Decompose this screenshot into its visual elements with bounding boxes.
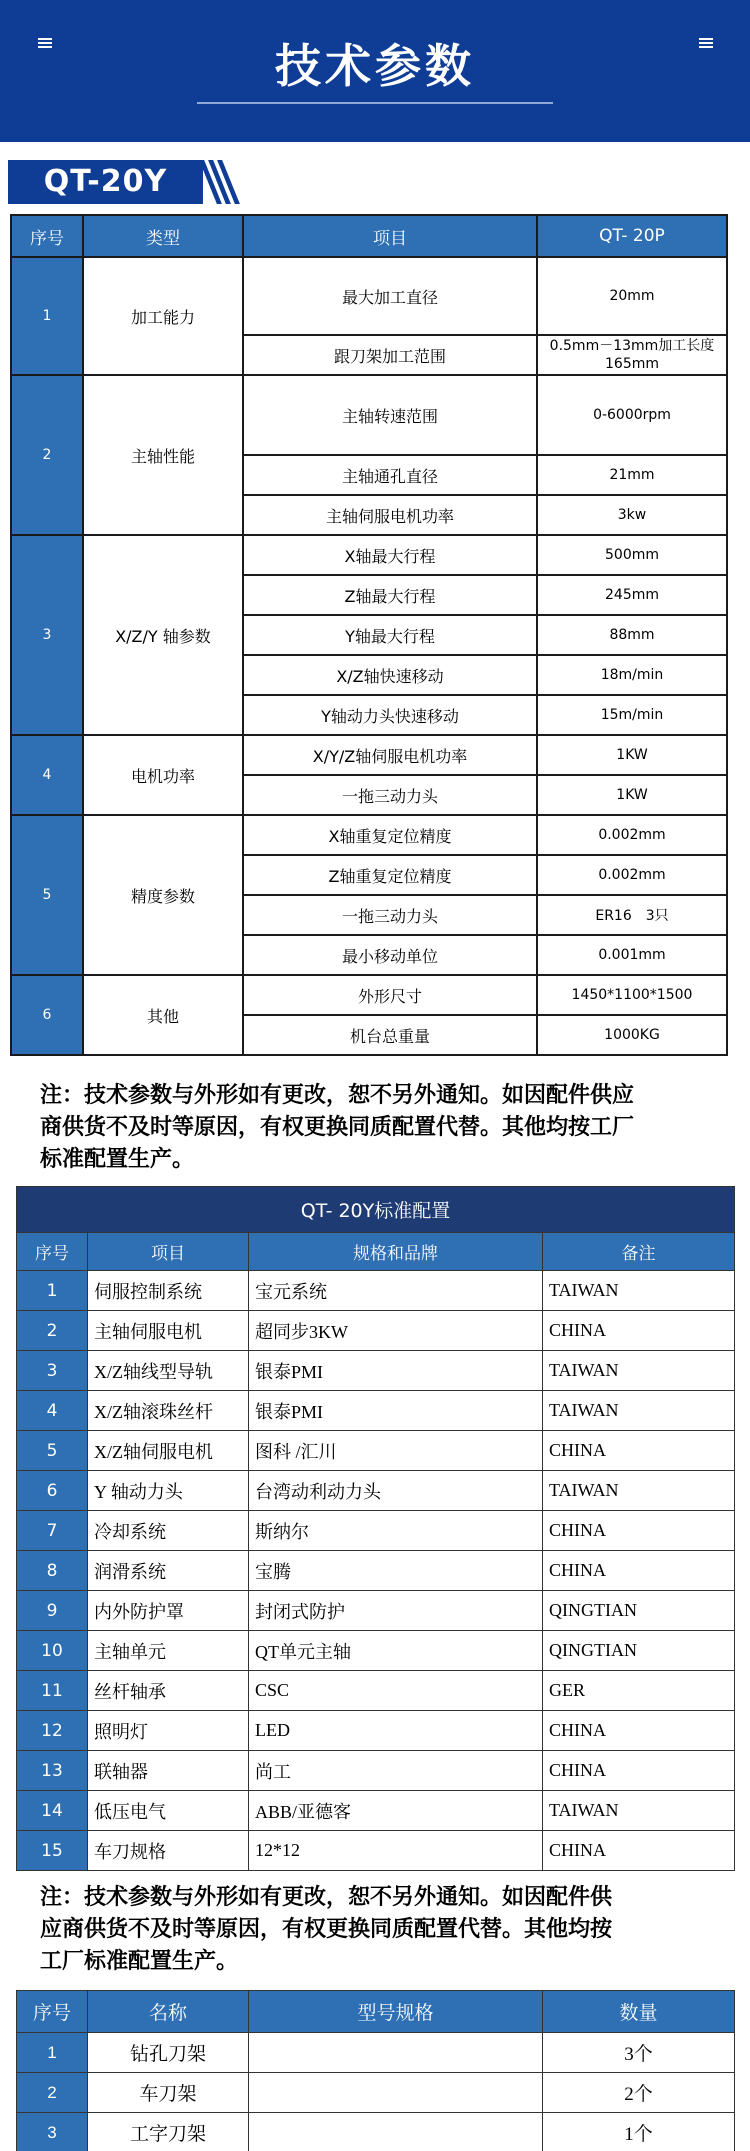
config-row	[17, 1631, 735, 1671]
note-line: 标准配置生产。	[40, 1147, 195, 1172]
accessory-no: 3	[17, 2113, 88, 2151]
config-row	[17, 1591, 735, 1631]
config-spec: 斯纳尔	[249, 1511, 543, 1551]
config-row	[17, 1471, 735, 1511]
config-no: 1	[17, 1271, 88, 1311]
spec-value: 15m/min	[537, 695, 727, 735]
spec-value: 3kw	[537, 495, 727, 535]
spec-item: 机台总重量	[243, 1015, 537, 1055]
spec-item: X/Y/Z轴伺服电机功率	[243, 735, 537, 775]
config-spec: 封闭式防护	[249, 1591, 543, 1631]
spec-item: Z轴重复定位精度	[243, 855, 537, 895]
accessory-spec	[249, 2113, 543, 2151]
config-row	[17, 1831, 735, 1871]
spec-value: ER16 3只	[537, 895, 727, 935]
config-item: Y 轴动力头	[88, 1471, 249, 1511]
config-remark: CHINA	[543, 1511, 735, 1551]
config-spec: CSC	[249, 1671, 543, 1711]
config-spec: 尚工	[249, 1751, 543, 1791]
spec-group-no: 6	[11, 975, 83, 1055]
config-remark: CHINA	[543, 1711, 735, 1751]
spec-item: 主轴通孔直径	[243, 455, 537, 495]
config-no: 5	[17, 1431, 88, 1471]
accessory-name: 工字刀架	[88, 2113, 249, 2151]
spec-group-no: 2	[11, 375, 83, 535]
spec-item: 一拖三动力头	[243, 895, 537, 935]
config-remark: CHINA	[543, 1431, 735, 1471]
config-no: 12	[17, 1711, 88, 1751]
config-header-spec: 规格和品牌	[249, 1233, 543, 1271]
config-spec: 台湾动利动力头	[249, 1471, 543, 1511]
spec-item: X轴最大行程	[243, 535, 537, 575]
spec-header-item: 项目	[243, 215, 537, 257]
spec-value: 0-6000rpm	[537, 375, 727, 455]
accessory-qty: 3个	[543, 2033, 735, 2073]
spec-value: 21mm	[537, 455, 727, 495]
config-remark: TAIWAN	[543, 1391, 735, 1431]
spec-group-type: 主轴性能	[83, 375, 243, 535]
spec-item: 最小移动单位	[243, 935, 537, 975]
accessory-table	[16, 1990, 735, 2151]
accessory-name: 钻孔刀架	[88, 2033, 249, 2073]
config-no: 2	[17, 1311, 88, 1351]
spec-group-type: 加工能力	[83, 257, 243, 375]
spec-value: 20mm	[537, 257, 727, 335]
config-spec: 超同步3KW	[249, 1311, 543, 1351]
spec-value: 0.001mm	[537, 935, 727, 975]
spec-value: 500mm	[537, 535, 727, 575]
spec-header-model: QT- 20P	[537, 215, 727, 257]
spec-value: 1450*1100*1500	[537, 975, 727, 1015]
accessory-row	[17, 2113, 735, 2151]
config-row	[17, 1551, 735, 1591]
config-item: 丝杆轴承	[88, 1671, 249, 1711]
spec-item: 跟刀架加工范围	[243, 335, 537, 375]
accessory-header-spec: 型号规格	[249, 1991, 543, 2033]
config-table-header	[17, 1233, 735, 1271]
spec-item: Y轴最大行程	[243, 615, 537, 655]
config-item: 主轴伺服电机	[88, 1311, 249, 1351]
config-item: X/Z轴伺服电机	[88, 1431, 249, 1471]
menu-icon-right[interactable]	[699, 38, 713, 49]
config-remark: QINGTIAN	[543, 1631, 735, 1671]
config-table-caption: QT- 20Y标准配置	[17, 1187, 735, 1233]
spec-item: 一拖三动力头	[243, 775, 537, 815]
config-no: 13	[17, 1751, 88, 1791]
config-remark: TAIWAN	[543, 1471, 735, 1511]
config-remark: TAIWAN	[543, 1271, 735, 1311]
spec-group-no: 4	[11, 735, 83, 815]
config-row	[17, 1791, 735, 1831]
config-no: 9	[17, 1591, 88, 1631]
config-remark: TAIWAN	[543, 1791, 735, 1831]
spec-value: 1000KG	[537, 1015, 727, 1055]
config-remark: CHINA	[543, 1751, 735, 1791]
config-row	[17, 1431, 735, 1471]
config-row	[17, 1751, 735, 1791]
config-remark: CHINA	[543, 1551, 735, 1591]
model-banner	[8, 160, 234, 204]
config-item: 车刀规格	[88, 1831, 249, 1871]
config-item: 低压电气	[88, 1791, 249, 1831]
note-line: 工厂标准配置生产。	[40, 1949, 239, 1974]
model-label: QT-20Y	[43, 164, 168, 199]
spec-value: 245mm	[537, 575, 727, 615]
accessory-table-header	[17, 1991, 735, 2033]
config-item: 冷却系统	[88, 1511, 249, 1551]
accessory-spec	[249, 2033, 543, 2073]
config-no: 8	[17, 1551, 88, 1591]
config-row	[17, 1511, 735, 1551]
config-item: X/Z轴线型导轨	[88, 1351, 249, 1391]
config-no: 4	[17, 1391, 88, 1431]
spec-header-type: 类型	[83, 215, 243, 257]
config-no: 10	[17, 1631, 88, 1671]
spec-row	[11, 535, 727, 575]
spec-item: 主轴伺服电机功率	[243, 495, 537, 535]
spec-item: 主轴转速范围	[243, 375, 537, 455]
spec-value: 18m/min	[537, 655, 727, 695]
config-header-remark: 备注	[543, 1233, 735, 1271]
accessory-header-qty: 数量	[543, 1991, 735, 2033]
spec-item: Y轴动力头快速移动	[243, 695, 537, 735]
spec-value: 0.002mm	[537, 855, 727, 895]
note-1	[40, 1080, 634, 1176]
config-remark: CHINA	[543, 1311, 735, 1351]
title-underline	[197, 102, 553, 104]
spec-row	[11, 257, 727, 335]
spec-group-no: 3	[11, 535, 83, 735]
config-item: 内外防护罩	[88, 1591, 249, 1631]
config-spec: 12*12	[249, 1831, 543, 1871]
spec-item: 最大加工直径	[243, 257, 537, 335]
spec-group-type: X/Z/Y 轴参数	[83, 535, 243, 735]
config-no: 15	[17, 1831, 88, 1871]
spec-row	[11, 815, 727, 855]
config-row	[17, 1271, 735, 1311]
config-row	[17, 1311, 735, 1351]
accessory-row	[17, 2073, 735, 2113]
config-spec: ABB/亚德客	[249, 1791, 543, 1831]
config-spec: LED	[249, 1711, 543, 1751]
config-no: 14	[17, 1791, 88, 1831]
config-remark: TAIWAN	[543, 1351, 735, 1391]
config-table	[16, 1186, 735, 1871]
spec-value: 1KW	[537, 775, 727, 815]
accessory-spec	[249, 2073, 543, 2113]
config-item: 伺服控制系统	[88, 1271, 249, 1311]
accessory-header-no: 序号	[17, 1991, 88, 2033]
page-title: 技术参数	[275, 39, 475, 93]
config-remark: CHINA	[543, 1831, 735, 1871]
config-row	[17, 1391, 735, 1431]
config-no: 6	[17, 1471, 88, 1511]
accessory-qty: 2个	[543, 2073, 735, 2113]
spec-header-no: 序号	[11, 215, 83, 257]
spec-value: 0.002mm	[537, 815, 727, 855]
config-remark: GER	[543, 1671, 735, 1711]
spec-table-header	[11, 215, 727, 257]
accessory-no: 1	[17, 2033, 88, 2073]
config-item: 润滑系统	[88, 1551, 249, 1591]
config-spec: 宝腾	[249, 1551, 543, 1591]
config-remark: QINGTIAN	[543, 1591, 735, 1631]
spec-value: 0.5mm－13mm加工长度165mm	[537, 335, 727, 375]
accessory-name: 车刀架	[88, 2073, 249, 2113]
config-row	[17, 1351, 735, 1391]
note-line: 商供货不及时等原因，有权更换同质配置代替。其他均按工厂	[40, 1115, 635, 1140]
spec-row	[11, 735, 727, 775]
note-line: 应商供货不及时等原因，有权更换同质配置代替。其他均按	[40, 1917, 613, 1942]
spec-item: 外形尺寸	[243, 975, 537, 1015]
spec-value: 1KW	[537, 735, 727, 775]
config-spec: QT单元主轴	[249, 1631, 543, 1671]
header	[0, 0, 750, 142]
accessory-no: 2	[17, 2073, 88, 2113]
spec-item: Z轴最大行程	[243, 575, 537, 615]
spec-group-no: 1	[11, 257, 83, 375]
spec-row	[11, 975, 727, 1015]
spec-table	[10, 214, 728, 1056]
spec-item: X/Z轴快速移动	[243, 655, 537, 695]
config-item: 主轴单元	[88, 1631, 249, 1671]
spec-group-type: 精度参数	[83, 815, 243, 975]
config-no: 3	[17, 1351, 88, 1391]
spec-item: X轴重复定位精度	[243, 815, 537, 855]
config-spec: 银泰PMI	[249, 1351, 543, 1391]
config-item: 联轴器	[88, 1751, 249, 1791]
spec-value: 88mm	[537, 615, 727, 655]
accessory-row	[17, 2033, 735, 2073]
config-header-no: 序号	[17, 1233, 88, 1271]
spec-row	[11, 375, 727, 455]
config-header-item: 项目	[88, 1233, 249, 1271]
note-line: 注：技术参数与外形如有更改，恕不另外通知。如因配件供应	[40, 1083, 635, 1108]
spec-group-no: 5	[11, 815, 83, 975]
config-row	[17, 1711, 735, 1751]
accessory-qty: 1个	[543, 2113, 735, 2151]
note-2	[40, 1882, 612, 1978]
accessory-header-name: 名称	[88, 1991, 249, 2033]
config-spec: 银泰PMI	[249, 1391, 543, 1431]
config-spec: 宝元系统	[249, 1271, 543, 1311]
config-item: X/Z轴滚珠丝杆	[88, 1391, 249, 1431]
config-no: 11	[17, 1671, 88, 1711]
note-line: 注：技术参数与外形如有更改，恕不另外通知。如因配件供	[40, 1885, 613, 1910]
spec-group-type: 电机功率	[83, 735, 243, 815]
config-row	[17, 1671, 735, 1711]
config-spec: 图科 /汇川	[249, 1431, 543, 1471]
config-item: 照明灯	[88, 1711, 249, 1751]
config-no: 7	[17, 1511, 88, 1551]
spec-group-type: 其他	[83, 975, 243, 1055]
